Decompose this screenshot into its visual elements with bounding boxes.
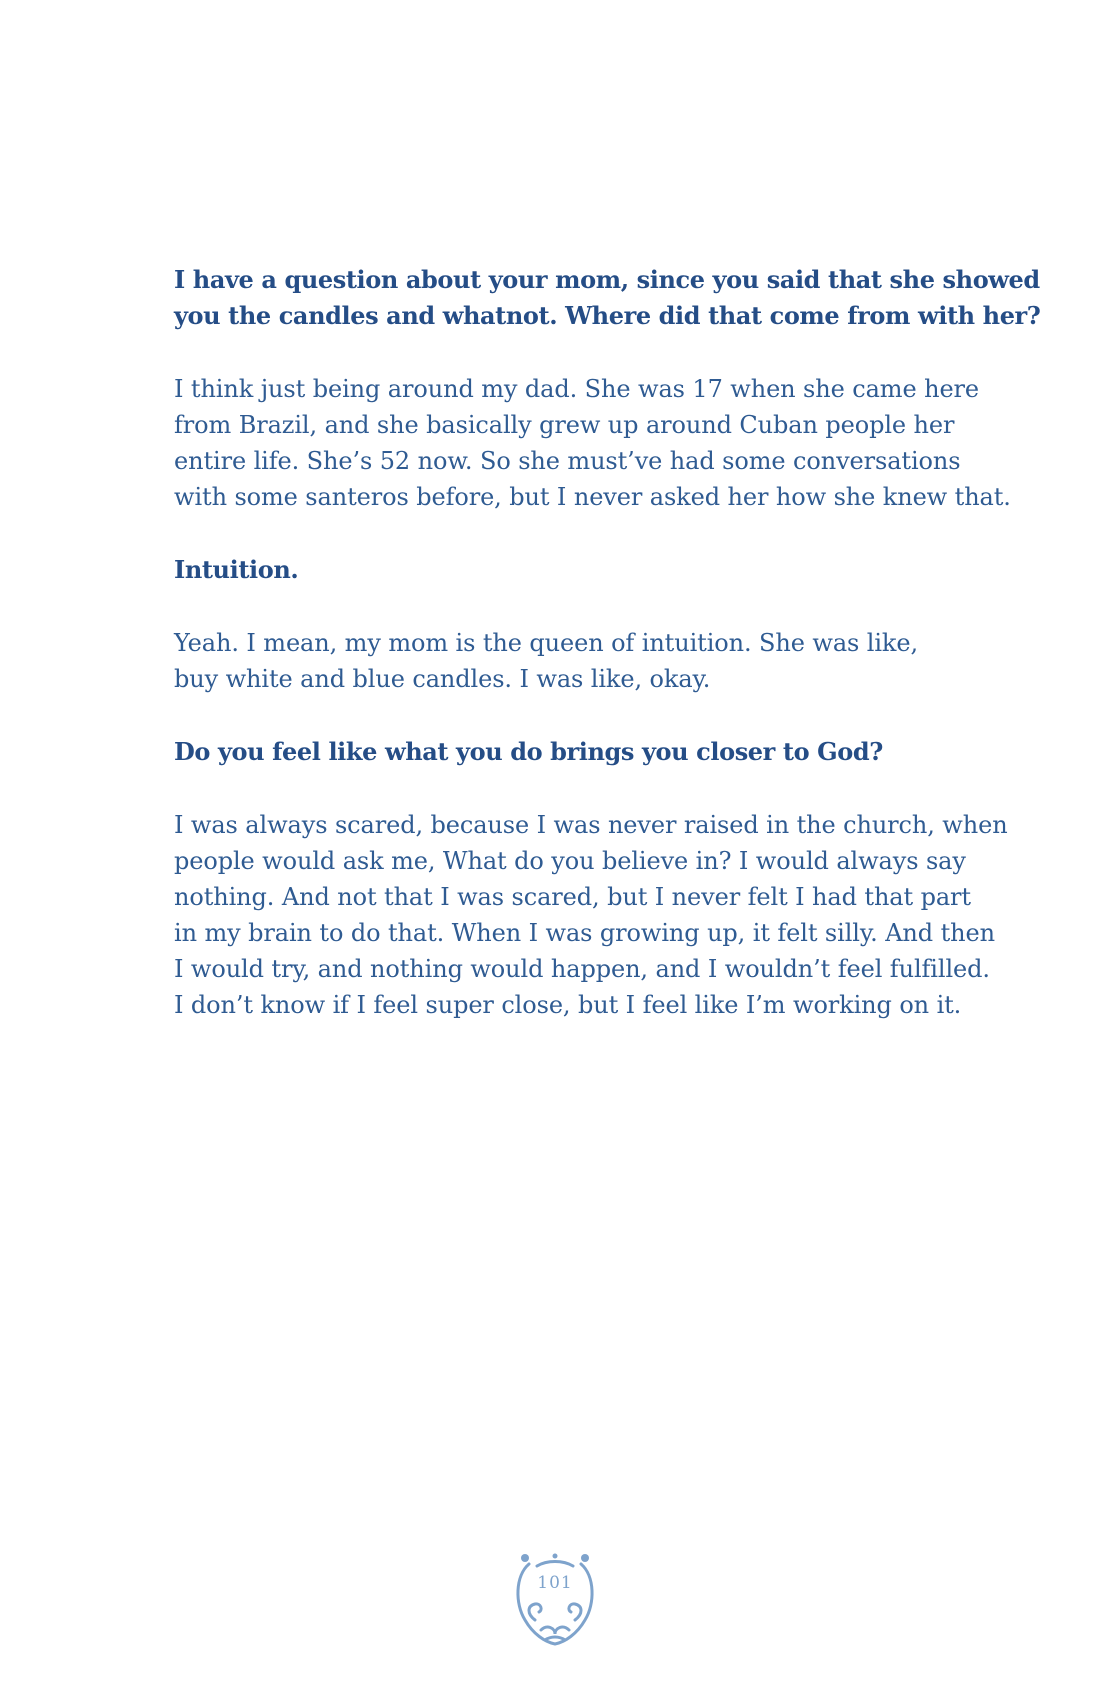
answer-line: in my brain to do that. When I was growing up, it felt silly. And then [174, 919, 995, 947]
answer-block [174, 807, 1008, 1023]
answer-line: I think just being around my dad. She was 17 when she came here [174, 375, 980, 403]
question-block [174, 262, 1041, 334]
answer-block [174, 371, 1011, 515]
answer-block [174, 625, 974, 697]
question-block [174, 552, 974, 588]
question-block [174, 734, 974, 770]
answer-line: I don’t know if I feel super close, but I feel like I’m working on it. [174, 991, 962, 1019]
answer-line: I was always scared, because I was never raised in the church, when [174, 811, 1008, 839]
answer-line: from Brazil, and she basically grew up around Cuban people her [174, 411, 955, 439]
interview-body [174, 262, 1041, 1060]
answer-line: nothing. And not that I was scared, but I never felt I had that part [174, 883, 971, 911]
answer-line: Yeah. I mean, my mom is the queen of intuition. She was like, [174, 629, 918, 657]
page-number: 101 [537, 1573, 573, 1593]
question-line: Intuition. [174, 555, 299, 584]
question-line: Do you feel like what you do brings you closer to God? [174, 737, 883, 766]
question-line: I have a question about your mom, since you said that she showed [174, 265, 1040, 294]
answer-line: entire life. She’s 52 now. So she must’ve had some conversations [174, 447, 961, 475]
question-line: you the candles and whatnot. Where did that come from with her? [174, 301, 1041, 330]
answer-line: with some santeros before, but I never asked her how she knew that. [174, 483, 1011, 511]
answer-line: I would try, and nothing would happen, and I wouldn’t feel fulfilled. [174, 955, 990, 983]
answer-line: people would ask me, What do you believe in? I would always say [174, 847, 966, 875]
page-number-ornament-icon [507, 1548, 603, 1656]
answer-line: buy white and blue candles. I was like, okay. [174, 665, 711, 693]
